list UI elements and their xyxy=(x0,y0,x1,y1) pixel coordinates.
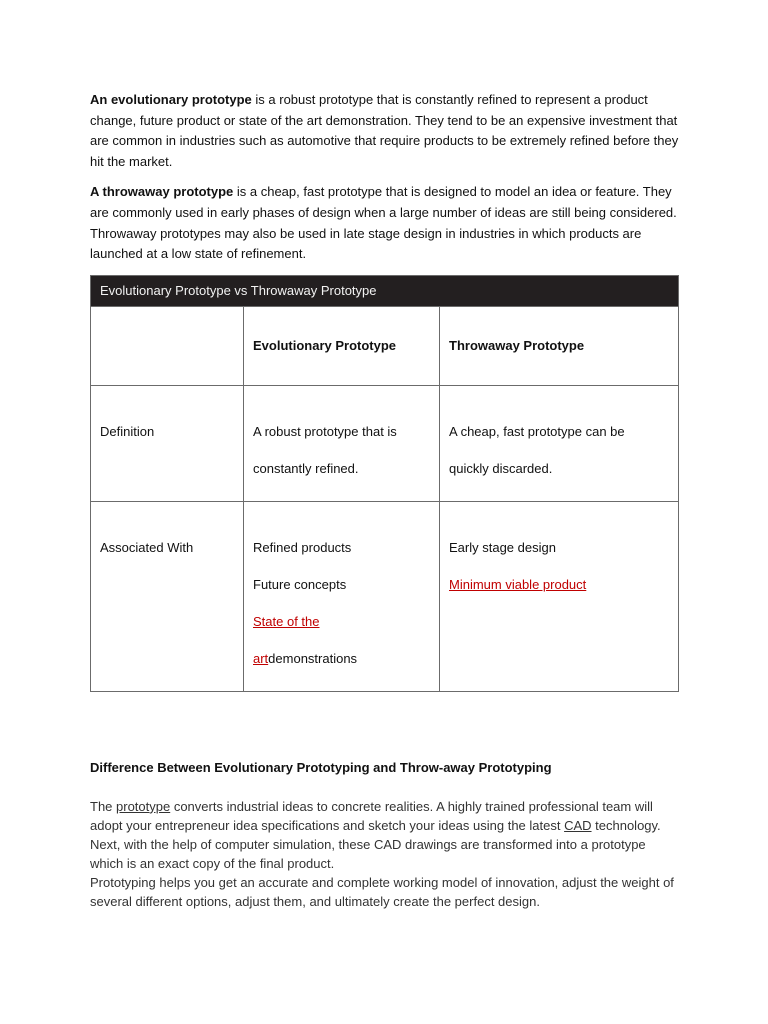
associated-item-future-concepts: Future concepts xyxy=(253,576,347,592)
table-header-row xyxy=(91,306,679,385)
p1-text-c: technology. Next, with the help of computer simulation, these CAD drawings are transformed into a prototype which is an exact copy of the final product. xyxy=(90,817,661,871)
throwaway-definition-text: is a cheap, fast prototype that is designed to model an idea or feature. They are commonly used in early phases of design when a large number of ideas are still being considered. Throwaway prototypes may also be used in late stage design in industries in which products are launched at a low state of refinement. xyxy=(90,184,677,262)
section-paragraph-1 xyxy=(90,797,680,873)
section-title: Difference Between Evolutionary Prototyping and Throw-away Prototyping xyxy=(90,759,552,775)
spacer xyxy=(90,692,680,760)
prototype-link[interactable]: prototype xyxy=(116,798,171,814)
definition-evolutionary-cell xyxy=(244,385,440,501)
associated-item-refined-products: Refined products xyxy=(253,539,352,555)
associated-row xyxy=(91,501,679,691)
section-paragraph-2: Prototyping helps you get an accurate and complete working model of innovation, adjust the weight of several different options, adjust them, and ultimately create the perfect design. xyxy=(90,874,674,909)
definition-throwaway-cell xyxy=(440,385,679,501)
header-empty-cell xyxy=(91,306,244,385)
state-of-the-art-link[interactable]: State of the xyxy=(253,613,320,629)
associated-item-early-stage-design: Early stage design xyxy=(449,539,556,555)
demonstrations-text: demonstrations xyxy=(268,650,358,666)
definition-throwaway-line1: A cheap, fast prototype can be xyxy=(449,423,625,439)
throwaway-term: A throwaway prototype xyxy=(90,184,234,200)
evolutionary-intro-paragraph xyxy=(90,90,680,172)
definition-row xyxy=(91,385,679,501)
associated-label-cell xyxy=(91,501,244,691)
evolutionary-definition-text: is a robust prototype that is constantly refined to represent a product change, future product or state of the art demonstration. They tend to be an expensive investment that are common in industries such as automotive that require products to be extremely refined before they hit the market. xyxy=(90,92,679,169)
cad-link[interactable]: CAD xyxy=(564,817,592,833)
definition-label: Definition xyxy=(100,423,155,439)
art-link[interactable]: art xyxy=(253,650,269,666)
throwaway-intro-paragraph xyxy=(90,182,680,264)
table-caption: Evolutionary Prototype vs Throwaway Prototype xyxy=(91,275,679,306)
definition-evolutionary-line2: constantly refined. xyxy=(253,460,359,476)
p1-text-a: The xyxy=(90,798,117,814)
minimum-viable-product-link[interactable]: Minimum viable product xyxy=(449,576,587,592)
definition-throwaway-line2: quickly discarded. xyxy=(449,460,553,476)
definition-label-cell xyxy=(91,385,244,501)
associated-evolutionary-cell xyxy=(244,501,440,691)
associated-throwaway-cell xyxy=(440,501,679,691)
header-evolutionary: Evolutionary Prototype xyxy=(244,306,440,385)
associated-label: Associated With xyxy=(100,539,194,555)
comparison-table xyxy=(90,275,679,692)
header-throwaway: Throwaway Prototype xyxy=(440,306,679,385)
p1-text-b: converts industrial ideas to concrete realities. A highly trained professional team will adopt your entrepreneur idea specifications and sketch your ideas using the latest xyxy=(90,798,653,833)
definition-evolutionary-line1: A robust prototype that is xyxy=(253,423,397,439)
evolutionary-term: An evolutionary prototype xyxy=(90,92,252,107)
document-page xyxy=(90,90,680,911)
